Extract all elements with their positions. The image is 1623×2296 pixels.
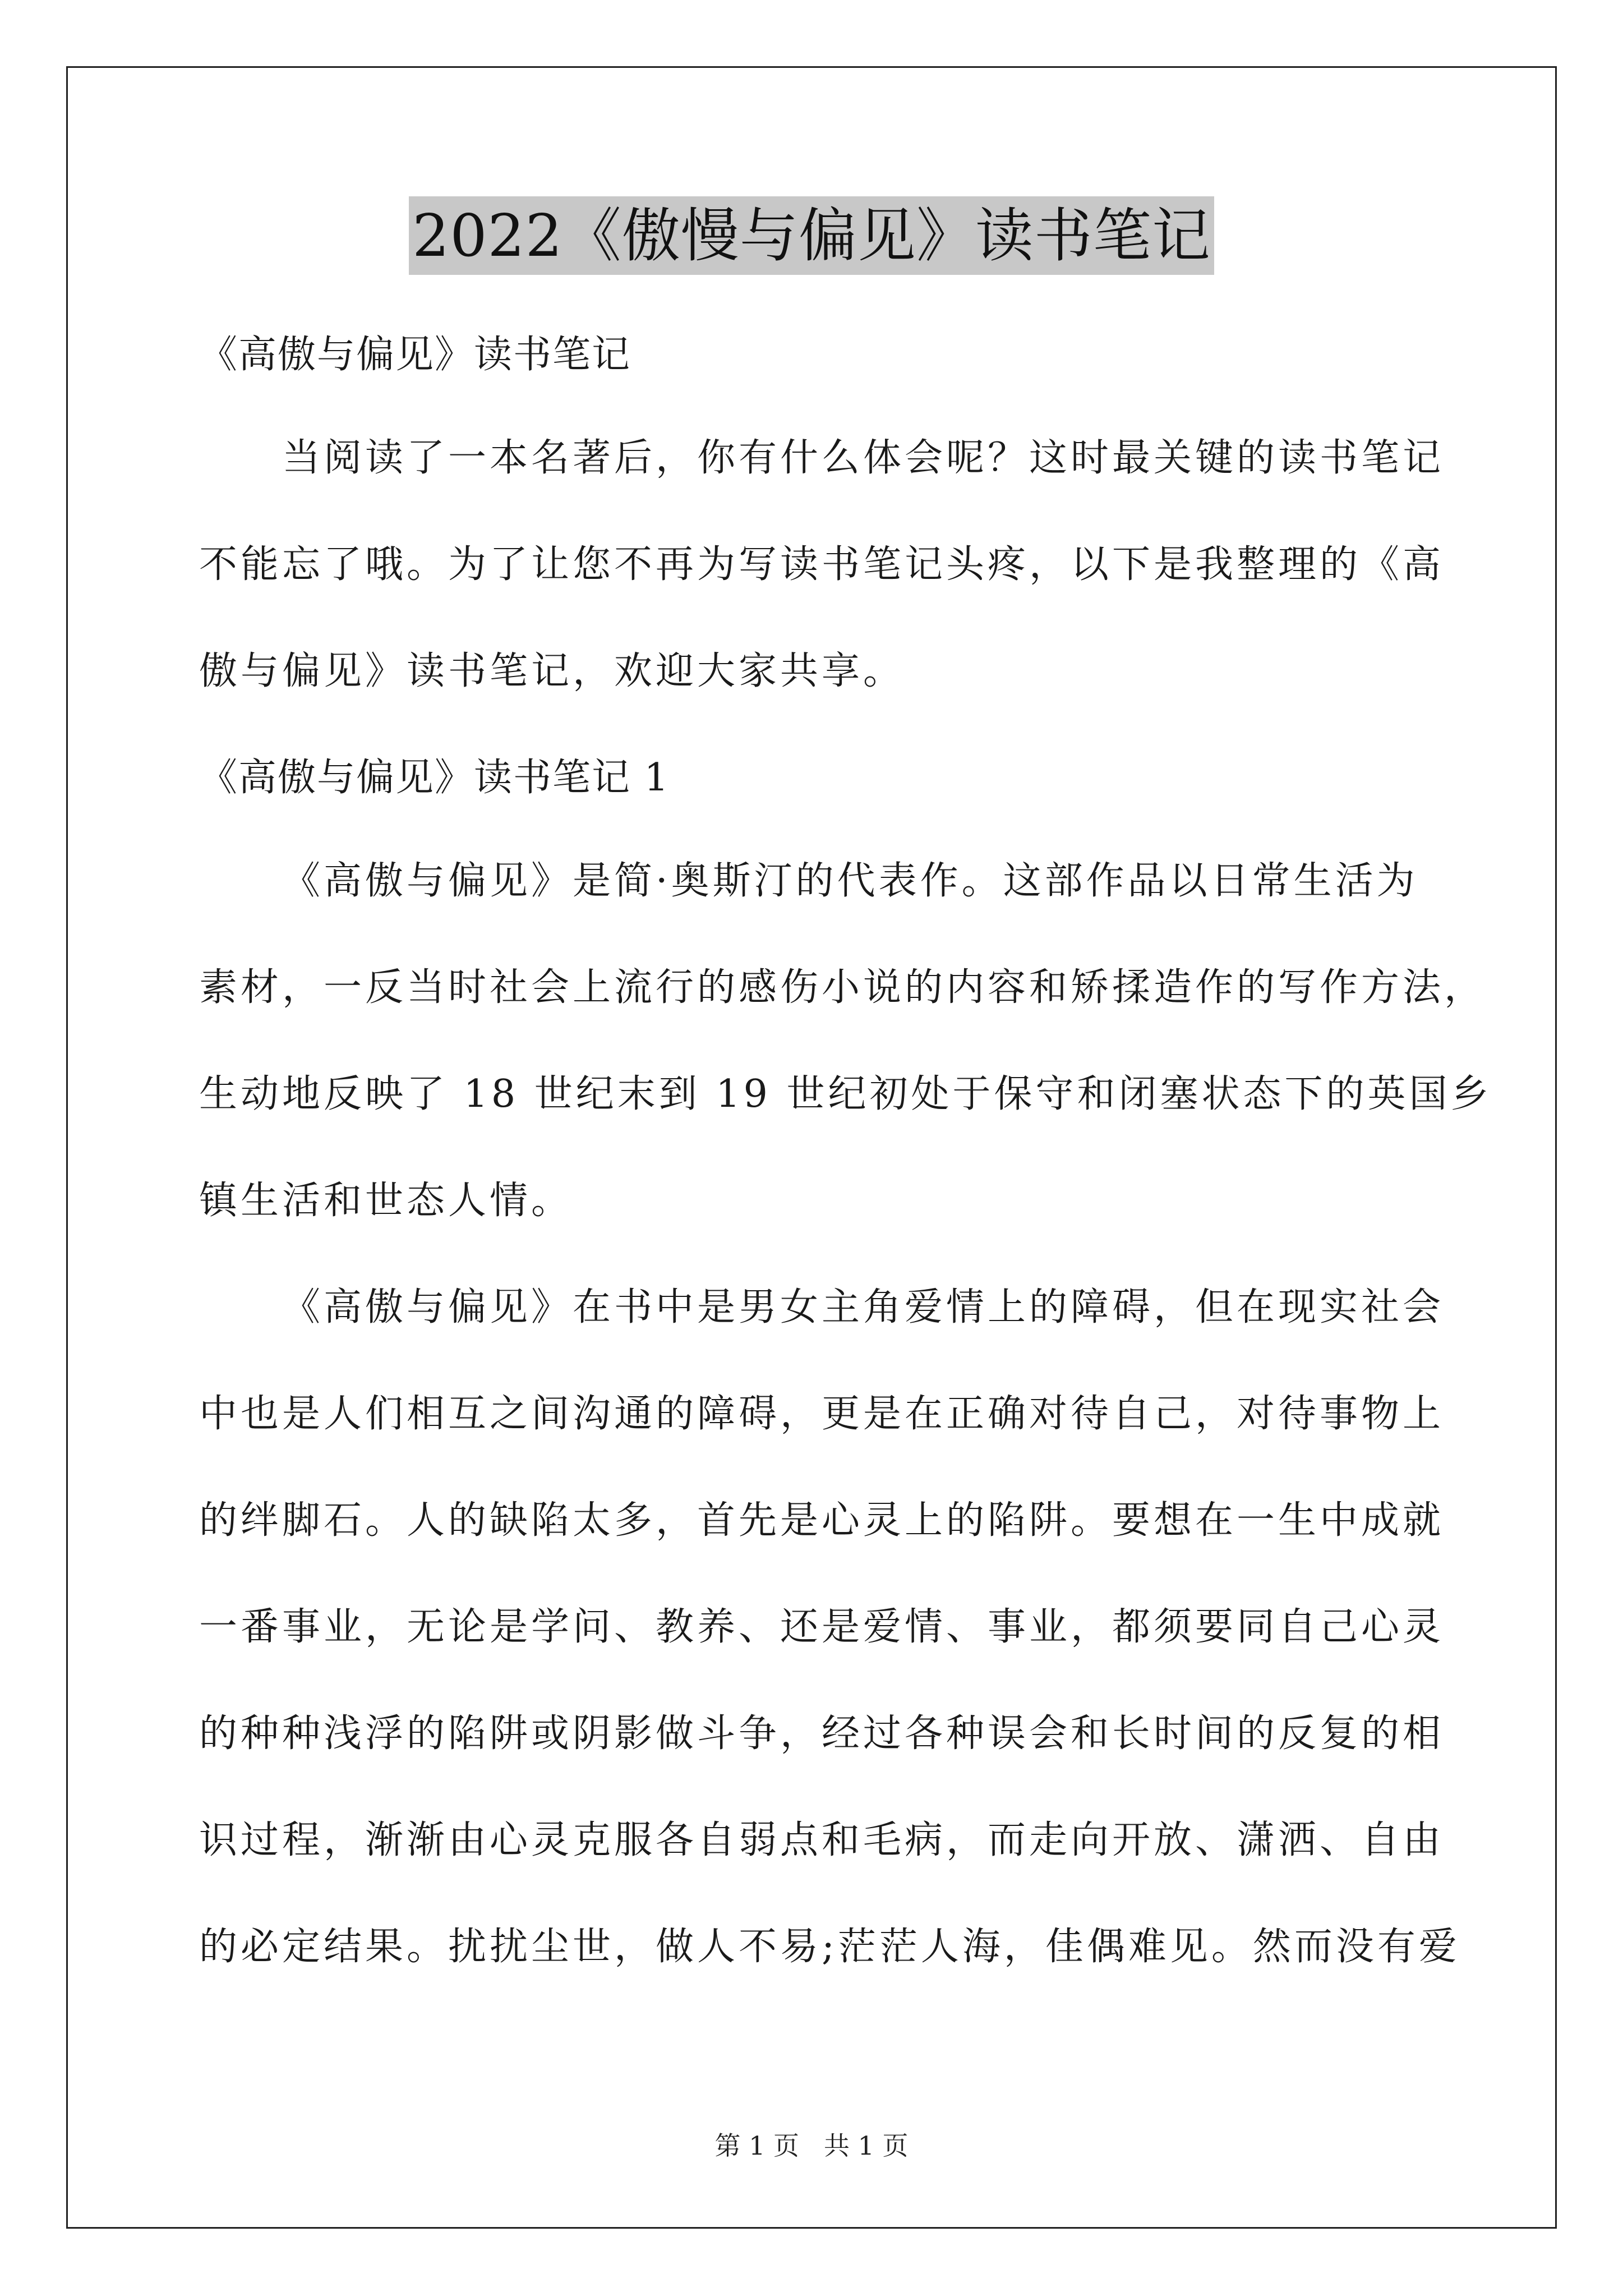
paragraph-line: 《高傲与偏见》是简·奥斯汀的代表作。这部作品以日常生活为 — [282, 859, 1418, 903]
page-footer — [0, 2129, 1623, 2162]
paragraph-line: 识过程，渐渐由心灵克服各自弱点和毛病，而走向开放、潇洒、自由 — [199, 1818, 1445, 1862]
intro-paragraph — [199, 431, 1445, 698]
paragraph-line: 《高傲与偏见》在书中是男女主角爱情上的障碍，但在现实社会 — [282, 1285, 1445, 1329]
section-heading: 《高傲与偏见》读书笔记 1 — [199, 756, 670, 800]
paragraph-line: 傲与偏见》读书笔记，欢迎大家共享。 — [199, 649, 905, 693]
page-number: 第 1 页 — [714, 2131, 799, 2161]
document-subtitle: 《高傲与偏见》读书笔记 — [199, 333, 631, 377]
paragraph-line: 当阅读了一本名著后，你有什么体会呢？这时最关键的读书笔记 — [282, 436, 1445, 480]
document-title: 2022《傲慢与偏见》读书笔记 — [409, 196, 1214, 275]
paragraph-line: 的绊脚石。人的缺陷太多，首先是心灵上的陷阱。要想在一生中成就 — [199, 1498, 1445, 1543]
paragraph-line: 中也是人们相互之间沟通的障碍，更是在正确对待自己，对待事物上 — [199, 1392, 1445, 1436]
paragraph-line: 一番事业，无论是学问、教养、还是爱情、事业，都须要同自己心灵 — [199, 1605, 1445, 1649]
paragraph-line: 镇生活和世态人情。 — [199, 1179, 573, 1223]
paragraph-line: 素材，一反当时社会上流行的感伤小说的内容和矫揉造作的写作方法， — [199, 965, 1486, 1010]
page-total: 共 1 页 — [824, 2131, 909, 2161]
paragraph-line: 生动地反映了 18 世纪末到 19 世纪初处于保守和闭塞状态下的英国乡 — [199, 1072, 1492, 1116]
document-body — [199, 328, 1492, 2027]
paragraph-line: 的必定结果。扰扰尘世，做人不易;茫茫人海，佳偶难见。然而没有爱 — [199, 1925, 1460, 1969]
paragraph-line: 不能忘了哦。为了让您不再为写读书笔记头疼，以下是我整理的《高 — [199, 542, 1445, 587]
body-paragraph-1 — [199, 854, 1492, 1228]
paragraph-line: 的种种浅浮的陷阱或阴影做斗争，经过各种误会和长时间的反复的相 — [199, 1711, 1445, 1756]
title-container — [0, 196, 1623, 275]
body-paragraph-2 — [199, 1281, 1460, 1974]
